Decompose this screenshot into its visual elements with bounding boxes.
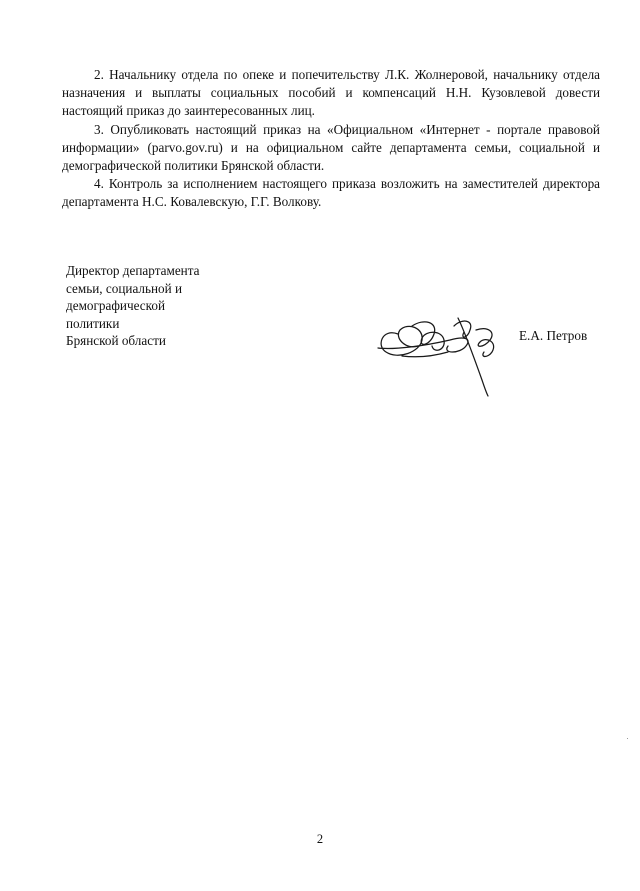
handwritten-signature-icon — [372, 300, 504, 398]
scan-speck — [627, 738, 628, 739]
document-body — [62, 66, 600, 212]
signatory-title-line: Брянской области — [66, 333, 166, 348]
paragraph-item-3: 3. Опубликовать настоящий приказ на «Официальном «Интернет - портале правовой информации» (parvo.gov.ru) и на официальном сайте департамента семьи, социальной и демографической политики Брянской области. — [62, 121, 600, 174]
paragraph-item-2: 2. Начальнику отдела по опеке и попечительству Л.К. Жолнеровой, начальнику отдела назначения и выплаты социальных пособий и компенсаций Н.Н. Кузовлевой довести настоящий приказ до заинтересованных лиц. — [62, 67, 601, 119]
paragraph-item-4: 4. Контроль за исполнением настоящего приказа возложить на заместителей директора департамента Н.С. Ковалевскую, Г.Г. Волкову. — [62, 176, 601, 210]
signer-name: Е.А. Петров — [519, 328, 588, 343]
signatory-title-line: Директор департамента — [66, 263, 200, 278]
signatory-title-line: семьи, социальной и — [66, 280, 183, 296]
signatory-title — [66, 262, 266, 350]
signatory-title-line: политики — [66, 315, 120, 331]
page-number: 2 — [316, 832, 324, 846]
signatory-title-line: демографической — [66, 298, 166, 313]
